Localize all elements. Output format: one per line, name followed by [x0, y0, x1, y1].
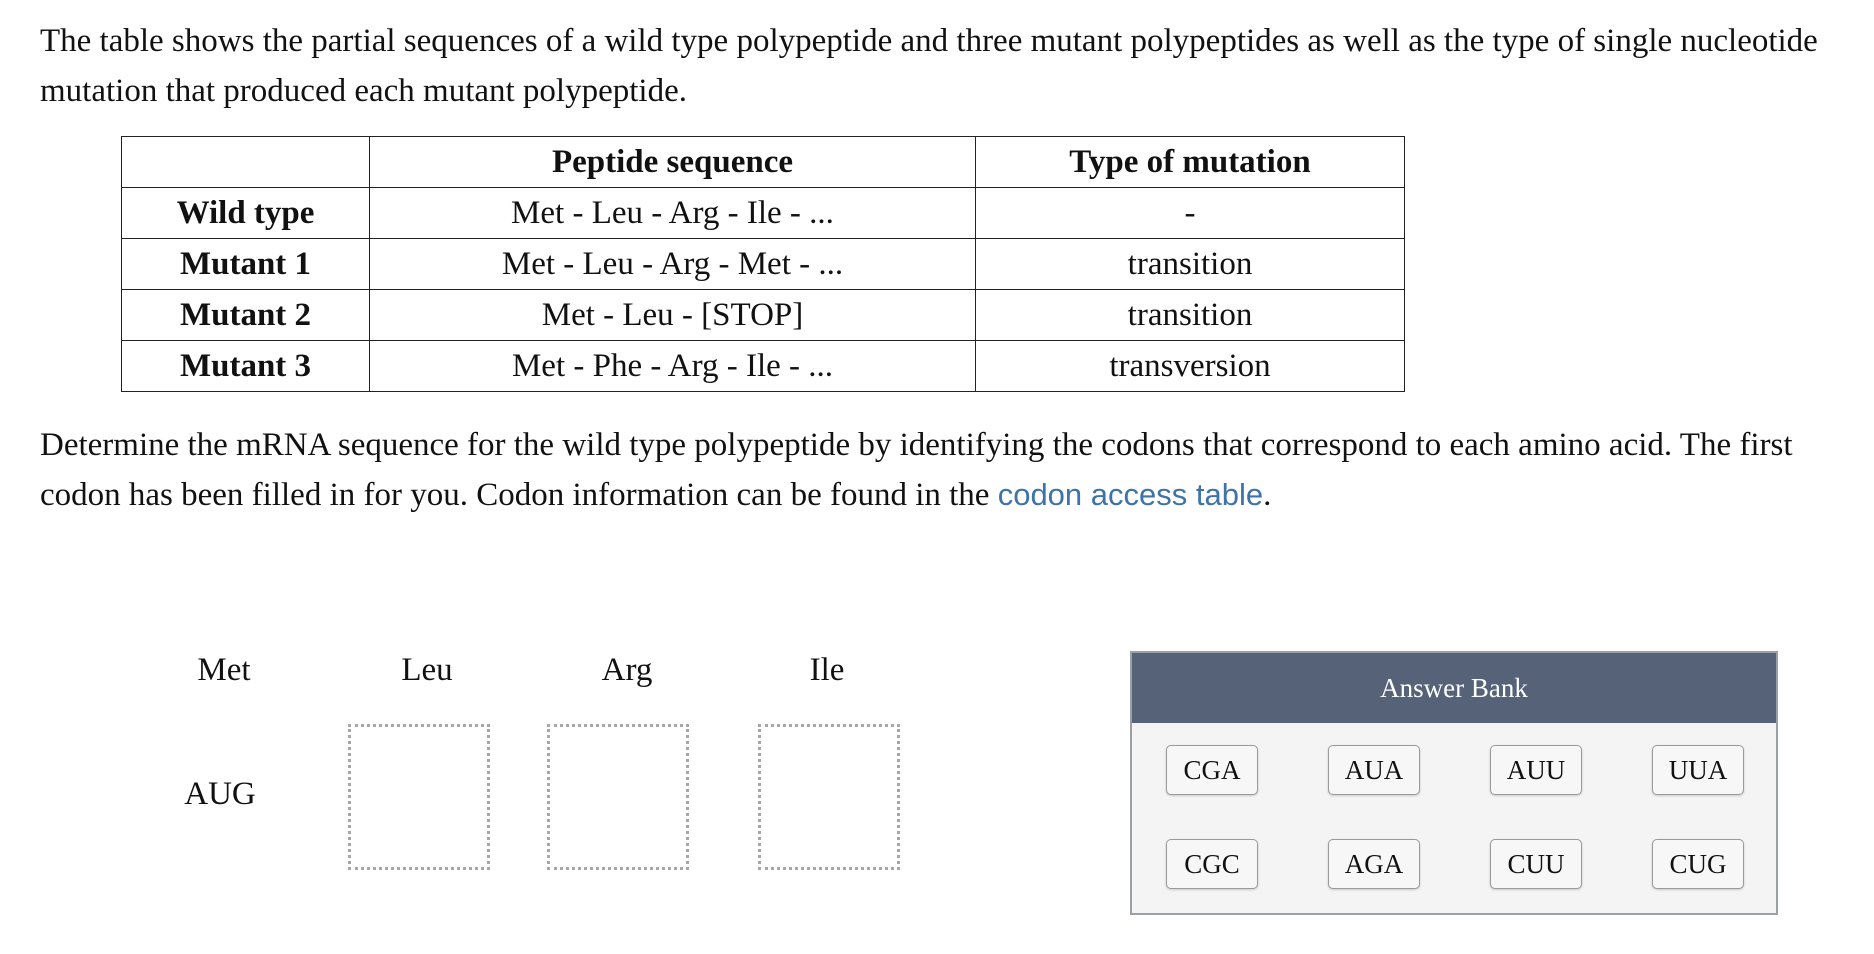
- codon-chip-cgc[interactable]: CGC: [1166, 839, 1258, 889]
- instructions-text: [40, 420, 1860, 520]
- mutation-type: transition: [976, 239, 1405, 290]
- table-header-mutation: Type of mutation: [976, 137, 1405, 188]
- amino-acid-label-leu: Leu: [401, 652, 453, 688]
- intro-text: The table shows the partial sequences of a wild type polypeptide and three mutant polypeptides as well as the type of single nucleotide mutation that produced each mutant polypeptide.: [40, 23, 1818, 109]
- codon-chip-uua[interactable]: UUA: [1652, 745, 1744, 795]
- table-header-sequence: Peptide sequence: [370, 137, 976, 188]
- instructions-period: .: [1263, 477, 1272, 513]
- answer-bank-title: Answer Bank: [1132, 653, 1776, 723]
- peptide-sequence: Met - Leu - [STOP]: [370, 290, 976, 341]
- instructions-body: Determine the mRNA sequence for the wild type polypeptide by identifying the codons that correspond to each amino acid. The first codon has been filled in for you. Codon information can be found in the: [40, 427, 1793, 513]
- row-label: Mutant 2: [122, 290, 370, 341]
- amino-acid-label-met: Met: [197, 652, 251, 688]
- peptide-sequence: Met - Phe - Arg - Ile - ...: [370, 341, 976, 392]
- table-row: [122, 341, 1405, 392]
- table-row: [122, 290, 1405, 341]
- codon-chip-cuu[interactable]: CUU: [1490, 839, 1582, 889]
- drop-target-leu[interactable]: [348, 724, 490, 870]
- row-label: Mutant 3: [122, 341, 370, 392]
- drop-target-arg[interactable]: [547, 724, 689, 870]
- answer-bank: [1130, 651, 1778, 915]
- mutation-type: transition: [976, 290, 1405, 341]
- codon-chip-cug[interactable]: CUG: [1652, 839, 1744, 889]
- amino-acid-label-arg: Arg: [601, 652, 653, 688]
- table-header-blank: [122, 137, 370, 188]
- mutation-table: [121, 136, 1405, 392]
- codon-chip-cga[interactable]: CGA: [1166, 745, 1258, 795]
- answer-bank-chips: [1132, 723, 1776, 911]
- table-row: [122, 239, 1405, 290]
- row-label: Mutant 1: [122, 239, 370, 290]
- codon-chip-aua[interactable]: AUA: [1328, 745, 1420, 795]
- row-label: Wild type: [122, 188, 370, 239]
- drop-target-ile[interactable]: [758, 724, 900, 870]
- mutation-type: transversion: [976, 341, 1405, 392]
- peptide-sequence: Met - Leu - Arg - Ile - ...: [370, 188, 976, 239]
- table-header-row: [122, 137, 1405, 188]
- codon-chip-auu[interactable]: AUU: [1490, 745, 1582, 795]
- peptide-sequence: Met - Leu - Arg - Met - ...: [370, 239, 976, 290]
- mutation-type: -: [976, 188, 1405, 239]
- codon-table-link[interactable]: codon access table: [997, 477, 1264, 512]
- given-codon-met: AUG: [184, 776, 256, 812]
- amino-acid-label-ile: Ile: [809, 652, 845, 688]
- table-row: [122, 188, 1405, 239]
- codon-chip-aga[interactable]: AGA: [1328, 839, 1420, 889]
